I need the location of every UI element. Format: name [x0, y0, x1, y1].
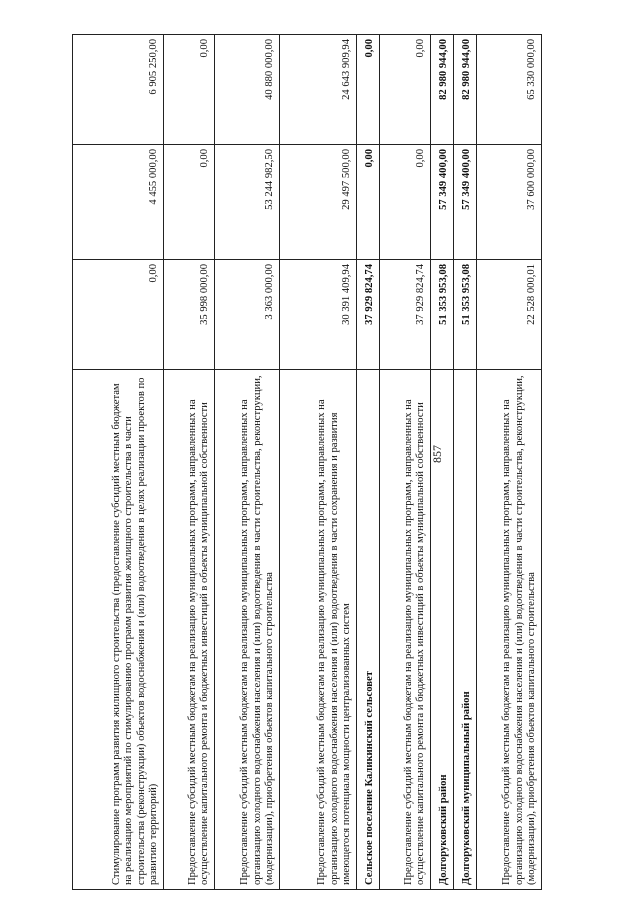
row-name-cell: Предоставление субсидий местным бюджетам на реализацию муниципальных программ, направленных на организацию холодного водоснабжения населения и (или) водоотведения в части сохранения и развития имеющегося потенциала мощности централизованных систем [280, 370, 357, 890]
value-cell-3: 0,00 [164, 35, 215, 145]
value-cell-1: 35 998 000,00 [164, 260, 215, 370]
value-cell-2: 57 349 400,00 [431, 145, 454, 260]
budget-table [72, 34, 542, 890]
value-cell-2: 0,00 [164, 145, 215, 260]
table-row [280, 35, 357, 890]
table-row-subtotal [357, 35, 380, 890]
table-row [380, 35, 431, 890]
value-cell-3: 40 880 000,00 [215, 35, 280, 145]
value-cell-2: 4 455 000,00 [73, 145, 164, 260]
row-name-cell: Предоставление субсидий местным бюджетам на реализацию муниципальных программ, направленных на организацию холодного водоснабжения населения и (или) водоотведения в части строительства, реконструкции, (модернизации), приобретения объектов капитального строительства [215, 370, 280, 890]
row-name-cell: Сельское поселение Каликинский сельсовет [357, 370, 380, 890]
value-cell-3: 24 643 909,94 [280, 35, 357, 145]
value-cell-3: 65 330 000,00 [477, 35, 542, 145]
value-cell-3: 6 905 250,00 [73, 35, 164, 145]
row-name-cell: Долгоруковский муниципальный район [454, 370, 477, 890]
value-cell-1: 30 391 409,94 [280, 260, 357, 370]
table-row [164, 35, 215, 890]
value-cell-1: 37 929 824,74 [357, 260, 380, 370]
value-cell-3: 0,00 [380, 35, 431, 145]
value-cell-2: 0,00 [357, 145, 380, 260]
row-name-cell: Стимулирование программ развития жилищного строительства (предоставление субсидий местным бюджетам на реализацию мероприятий по стимулированию программ развития жилищного строительства в части строительства (реконструкции) объектов водоснабжения и (или) водоотведения в целях реализации проектов по развитию территорий) [73, 370, 164, 890]
value-cell-2: 57 349 400,00 [454, 145, 477, 260]
row-name-cell: Предоставление субсидий местным бюджетам на реализацию муниципальных программ, направленных на организацию холодного водоснабжения населения и (или) водоотведения в части строительства, реконструкции, (модернизации), приобретения объектов капитального строительства [477, 370, 542, 890]
table-row [477, 35, 542, 890]
value-cell-3: 82 980 944,00 [454, 35, 477, 145]
value-cell-1: 0,00 [73, 260, 164, 370]
value-cell-2: 53 244 982,50 [215, 145, 280, 260]
table-row [73, 35, 164, 890]
table-row [215, 35, 280, 890]
value-cell-1: 51 353 953,08 [454, 260, 477, 370]
row-name-cell: Предоставление субсидий местным бюджетам на реализацию муниципальных программ, направленных на осуществление капитального ремонта и бюджетных инвестиций в объекты муниципальной собственности [380, 370, 431, 890]
value-cell-2: 37 600 000,00 [477, 145, 542, 260]
value-cell-1: 51 353 953,08 [431, 260, 454, 370]
value-cell-2: 29 497 500,00 [280, 145, 357, 260]
value-cell-2: 0,00 [380, 145, 431, 260]
page-number: 857 [430, 445, 444, 463]
value-cell-3: 0,00 [357, 35, 380, 145]
row-name-cell: Предоставление субсидий местным бюджетам на реализацию муниципальных программ, направленных на осуществление капитального ремонта и бюджетных инвестиций в объекты муниципальной собственности [164, 370, 215, 890]
value-cell-1: 37 929 824,74 [380, 260, 431, 370]
value-cell-3: 82 980 944,00 [431, 35, 454, 145]
row-name-cell: Долгоруковский район [431, 370, 454, 890]
table-row-subtotal [431, 35, 454, 890]
value-cell-1: 22 528 000,01 [477, 260, 542, 370]
value-cell-1: 3 363 000,00 [215, 260, 280, 370]
table-row-subtotal [454, 35, 477, 890]
